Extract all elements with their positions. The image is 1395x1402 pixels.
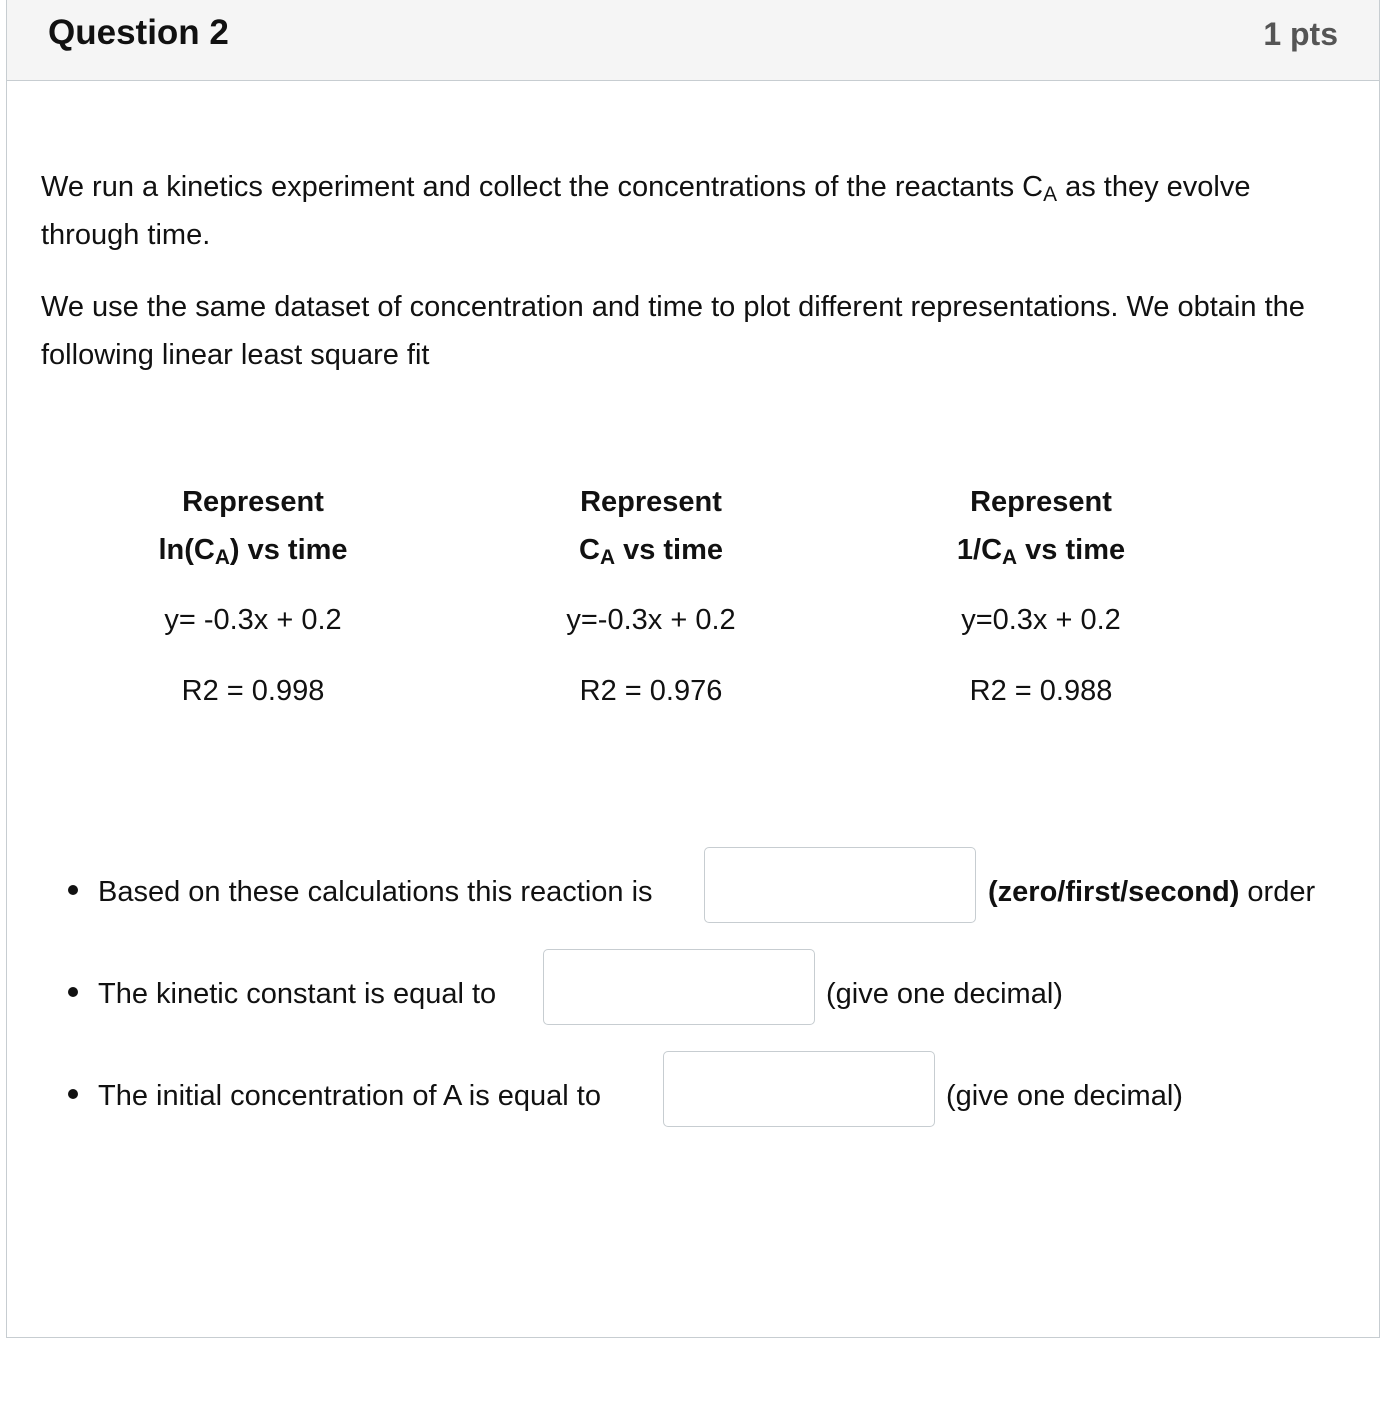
fit-equation: y= -0.3x + 0.2 bbox=[164, 604, 342, 636]
fit-heading-line1: Represent bbox=[580, 486, 722, 518]
order-options: (zero/first/second) bbox=[988, 876, 1240, 908]
fit-heading bbox=[891, 478, 1191, 574]
fit-heading-line1: Represent bbox=[970, 486, 1112, 518]
fit-column-reciprocal bbox=[891, 478, 1191, 708]
bullet-dot bbox=[68, 987, 78, 997]
intro-text-cont: as they evolve through time. bbox=[41, 171, 1251, 251]
fit-heading bbox=[103, 478, 403, 574]
fit-r2: R2 = 0.988 bbox=[969, 675, 1113, 707]
fit-r2: R2 = 0.976 bbox=[579, 675, 723, 707]
question-points: 1 pts bbox=[1263, 16, 1338, 52]
order-suffix: order bbox=[1239, 876, 1316, 908]
bullet-constant bbox=[68, 978, 496, 1011]
fit-column-ln bbox=[103, 478, 403, 708]
fit-equation: y=0.3x + 0.2 bbox=[961, 604, 1121, 636]
initial-concentration-input[interactable] bbox=[663, 1051, 935, 1127]
fit-heading-line1: Represent bbox=[182, 486, 324, 518]
fit-heading-line2: $C_A$ vs time bbox=[578, 534, 724, 570]
intro-text: We run a kinetics experiment and collect the concentrations of the reactants C bbox=[41, 171, 1044, 203]
order-hint bbox=[988, 876, 1315, 909]
bullet-dot bbox=[68, 1089, 78, 1099]
initial-hint: (give one decimal) bbox=[946, 1080, 1183, 1112]
intro-paragraph-2: We use the same dataset of concentration and time to plot different representations. We obtain the following linear least square fit bbox=[41, 291, 1305, 371]
question-title: Question 2 bbox=[48, 13, 229, 52]
order-answer-input[interactable] bbox=[704, 847, 976, 923]
bullet-initial bbox=[68, 1080, 601, 1113]
intro-paragraph-1 bbox=[41, 163, 1331, 259]
subscript-a: A bbox=[1043, 183, 1058, 207]
bullet-order-text: Based on these calculations this reaction is bbox=[98, 876, 653, 908]
fit-heading-line2: $1/C_A$ vs time bbox=[956, 534, 1126, 570]
bullet-constant-text: The kinetic constant is equal to bbox=[98, 978, 497, 1010]
question-header bbox=[7, 0, 1379, 81]
fit-equation: y=-0.3x + 0.2 bbox=[566, 604, 736, 636]
fit-r2: R2 = 0.998 bbox=[181, 675, 325, 707]
bullet-initial-text: The initial concentration of A is equal to bbox=[98, 1080, 601, 1112]
bullet-order bbox=[68, 876, 653, 909]
fit-column-linear bbox=[501, 478, 801, 708]
fit-heading bbox=[501, 478, 801, 574]
bullet-dot bbox=[68, 885, 78, 895]
fit-heading-line2: $\ln(C_A)$ vs time bbox=[158, 534, 348, 570]
constant-hint: (give one decimal) bbox=[826, 978, 1063, 1010]
kinetic-constant-input[interactable] bbox=[543, 949, 815, 1025]
